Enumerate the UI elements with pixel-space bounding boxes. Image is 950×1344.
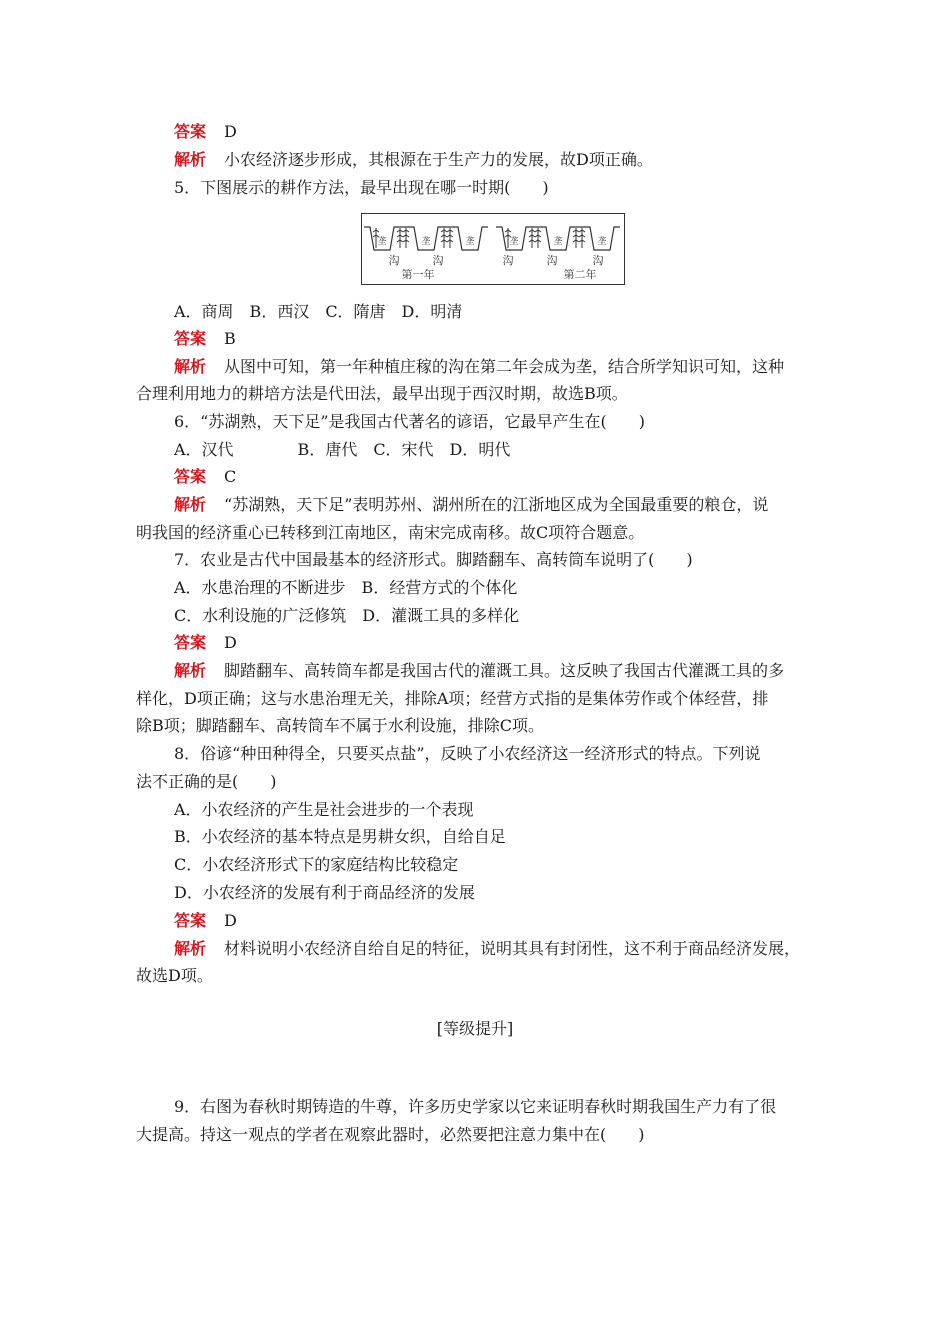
answer-label: 答案 xyxy=(174,911,207,930)
analysis-text: 从图中可知，第一年种植庄稼的沟在第二年会成为垄，结合所学知识可知，这种 xyxy=(224,357,785,376)
q7-analysis-line1 xyxy=(174,660,784,682)
q6-stem: 6．“苏湖熟，天下足”是我国古代著名的谚语，它最早产生在( ) xyxy=(174,412,646,431)
answer-label: 答案 xyxy=(174,122,207,141)
q8-option-b: B．小农经济的基本特点是男耕女织，自给自足 xyxy=(174,827,506,846)
ridge-label: 垄 xyxy=(377,237,387,247)
answer-value: D xyxy=(224,911,237,930)
answer-value: D xyxy=(224,633,237,652)
q5-options: A．商周 B．西汉 C．隋唐 D．明清 xyxy=(174,302,463,321)
q6-analysis-line2: 明我国的经济重心已转移到江南地区，南宋完成南移。故C项符合题意。 xyxy=(136,523,645,542)
ridge-label: 垄 xyxy=(553,237,563,247)
year1-label: 第一年 xyxy=(401,268,435,281)
answer-label: 答案 xyxy=(174,329,207,348)
q7-options-line2: C．水利设施的广泛修筑 D．灌溉工具的多样化 xyxy=(174,606,520,625)
q7-analysis-line2: 样化，D项正确；这与水患治理无关，排除A项；经营方式指的是集体劳作或个体经营，排 xyxy=(136,689,769,708)
answer-value: C xyxy=(224,467,237,486)
q5-analysis-line1 xyxy=(174,356,784,378)
answer-label: 答案 xyxy=(174,467,207,486)
analysis-label: 解析 xyxy=(174,495,207,514)
q7-answer-line xyxy=(174,632,237,654)
q8-analysis-line1 xyxy=(174,938,800,960)
answer-value: D xyxy=(224,122,237,141)
q4-answer-line xyxy=(174,121,237,143)
q8-stem-line1: 8．俗谚“种田种得全，只要买点盐”，反映了小农经济这一经济形式的特点。下列说 xyxy=(174,744,761,763)
q5-analysis-line2: 合理利用地力的耕培方法是代田法，最早出现于西汉时期，故选B项。 xyxy=(136,384,628,403)
ridge-label: 垄 xyxy=(509,237,519,247)
ridge-furrow-diagram xyxy=(362,214,623,283)
q6-analysis-line1 xyxy=(174,494,768,516)
ridge-label: 垄 xyxy=(421,237,431,247)
section-title: [等级提升] xyxy=(436,1019,514,1038)
analysis-text: 脚踏翻车、高转筒车都是我国古代的灌溉工具。这反映了我国古代灌溉工具的多 xyxy=(224,661,785,680)
ridge-label: 垄 xyxy=(597,237,607,247)
furrow-label: 沟 xyxy=(546,254,558,267)
furrow-label: 沟 xyxy=(388,254,400,267)
q6-answer-line xyxy=(174,466,236,488)
q6-options: A．汉代 B．唐代 C．宋代 D．明代 xyxy=(174,440,511,459)
analysis-label: 解析 xyxy=(174,939,207,958)
analysis-label: 解析 xyxy=(174,357,207,376)
analysis-text: “苏湖熟，天下足”表明苏州、湖州所在的江浙地区成为全国最重要的粮仓，说 xyxy=(224,495,769,514)
q7-options-line1: A．水患治理的不断进步 B．经营方式的个体化 xyxy=(174,578,518,597)
q5-stem: 5．下图展示的耕作方法，最早出现在哪一时期( ) xyxy=(174,178,549,197)
q9-stem-line2: 大提高。持这一观点的学者在观察此器时，必然要把注意力集中在( ) xyxy=(136,1125,645,1144)
q8-answer-line xyxy=(174,910,237,932)
furrow-label: 沟 xyxy=(592,254,604,267)
q4-analysis-line xyxy=(174,149,653,171)
q8-stem-line2: 法不正确的是( ) xyxy=(136,772,277,791)
q8-option-a: A．小农经济的产生是社会进步的一个表现 xyxy=(174,800,474,819)
tillage-figure xyxy=(361,213,625,285)
analysis-label: 解析 xyxy=(174,661,207,680)
q8-option-d: D．小农经济的发展有利于商品经济的发展 xyxy=(174,883,475,902)
ridge-label: 垄 xyxy=(465,237,475,247)
analysis-text: 材料说明小农经济自给自足的特征，说明其具有封闭性，这不利于商品经济发展， xyxy=(224,939,801,958)
furrow-label: 沟 xyxy=(502,254,514,267)
q8-analysis-line2: 故选D项。 xyxy=(136,966,213,985)
q8-option-c: C．小农经济形式下的家庭结构比较稳定 xyxy=(174,855,459,874)
furrow-label: 沟 xyxy=(432,254,444,267)
answer-label: 答案 xyxy=(174,633,207,652)
analysis-label: 解析 xyxy=(174,150,207,169)
analysis-text: 小农经济逐步形成，其根源在于生产力的发展，故D项正确。 xyxy=(224,150,653,169)
q7-analysis-line3: 除B项；脚踏翻车、高转筒车不属于水利设施，排除C项。 xyxy=(136,716,545,735)
q7-stem: 7．农业是古代中国最基本的经济形式。脚踏翻车、高转筒车说明了( ) xyxy=(174,550,693,569)
answer-value: B xyxy=(224,329,236,348)
q9-stem-line1: 9．右图为春秋时期铸造的牛尊，许多历史学家以它来证明春秋时期我国生产力有了很 xyxy=(174,1097,777,1116)
year2-label: 第二年 xyxy=(563,268,597,281)
q5-answer-line xyxy=(174,328,236,350)
